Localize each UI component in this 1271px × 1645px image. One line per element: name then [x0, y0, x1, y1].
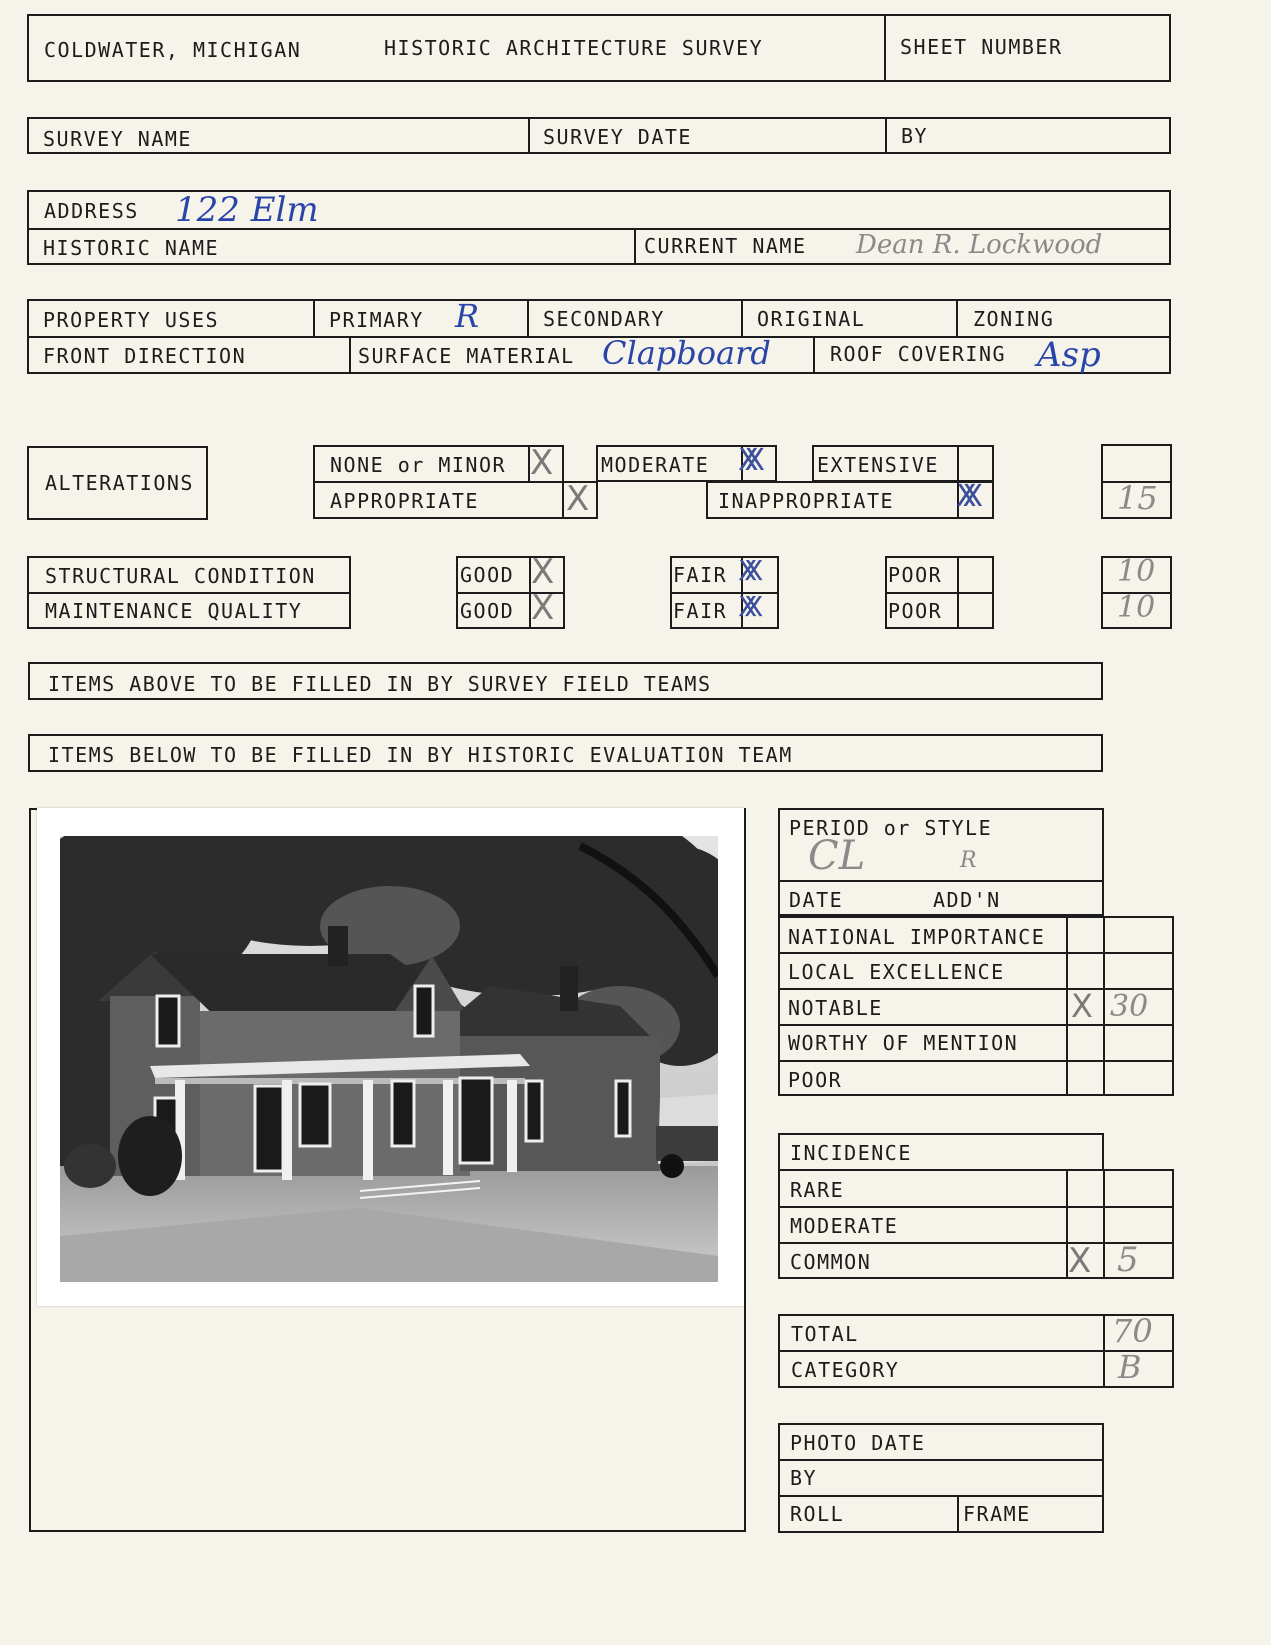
photo-by-label: BY [790, 1466, 818, 1490]
roll-label: ROLL [790, 1502, 845, 1526]
worthy-label: WORTHY OF MENTION [788, 1031, 1019, 1055]
fair-label-maintenance: FAIR [673, 599, 728, 623]
survey-date-label: SURVEY DATE [543, 125, 692, 149]
period-sub: R [960, 848, 977, 873]
good-check-maintenance: X [531, 588, 555, 628]
period-value: CL [808, 833, 866, 879]
evaluation-poor-label: POOR [788, 1068, 843, 1092]
notable-score: 30 [1110, 989, 1149, 1024]
original-label: ORIGINAL [757, 307, 866, 331]
extensive-label: EXTENSIVE [817, 453, 939, 477]
poor-label-structural: POOR [888, 563, 943, 587]
alterations-score: 15 [1117, 479, 1158, 517]
historic-name-label: HISTORIC NAME [43, 236, 220, 260]
photo-date-label: PHOTO DATE [790, 1431, 926, 1455]
survey-by-label: BY [901, 124, 929, 148]
primary-value: R [455, 297, 480, 335]
roof-covering-value: Asp [1037, 335, 1101, 375]
date-label: DATE [789, 888, 844, 912]
common-label: COMMON [790, 1250, 872, 1274]
incidence-label: INCIDENCE [790, 1141, 912, 1165]
fair-check-maintenance: XX [738, 590, 751, 623]
structural-score: 10 [1117, 554, 1156, 589]
inappropriate-label: INAPPROPRIATE [718, 489, 895, 513]
rare-label: RARE [790, 1178, 845, 1202]
none-minor-label: NONE or MINOR [330, 453, 507, 477]
category-value: B [1118, 1348, 1142, 1386]
front-direction-label: FRONT DIRECTION [43, 344, 247, 368]
property-uses-label: PROPERTY USES [43, 308, 220, 332]
primary-label: PRIMARY [329, 308, 424, 332]
moderate-label: MODERATE [601, 453, 710, 477]
maintenance-score: 10 [1117, 590, 1156, 625]
fair-label-structural: FAIR [673, 563, 728, 587]
survey-title: HISTORIC ARCHITECTURE SURVEY [384, 36, 764, 60]
notable-label: NOTABLE [788, 996, 883, 1020]
zoning-label: ZONING [973, 307, 1055, 331]
sheet-number-label: SHEET NUMBER [900, 35, 1063, 59]
notable-check: X [1071, 987, 1093, 1025]
appropriate-check: X [566, 479, 590, 519]
surface-material-label: SURFACE MATERIAL [358, 344, 575, 368]
national-importance-label: NATIONAL IMPORTANCE [788, 925, 1046, 949]
total-label: TOTAL [791, 1322, 859, 1346]
roof-covering-label: ROOF COVERING [830, 342, 1007, 366]
below-note: ITEMS BELOW TO BE FILLED IN BY HISTORIC EVALUATION TEAM [48, 743, 793, 767]
appropriate-label: APPROPRIATE [330, 489, 479, 513]
above-note: ITEMS ABOVE TO BE FILLED IN BY SURVEY FIELD TEAMS [48, 672, 712, 696]
secondary-label: SECONDARY [543, 307, 665, 331]
address-label: ADDRESS [44, 199, 139, 223]
poor-label-maintenance: POOR [888, 599, 943, 623]
good-label-maintenance: GOOD [460, 599, 515, 623]
period-label: PERIOD or STYLE [789, 816, 993, 840]
survey-name-label: SURVEY NAME [43, 127, 192, 151]
moderate-check: XX [738, 443, 752, 478]
inappropriate-check: XX [956, 479, 970, 514]
frame-label: FRAME [963, 1502, 1031, 1526]
local-excellence-label: LOCAL EXCELLENCE [788, 960, 1005, 984]
common-check: X [1068, 1241, 1092, 1281]
total-value: 70 [1112, 1312, 1153, 1350]
good-check-structural: X [531, 552, 555, 592]
alterations-label: ALTERATIONS [45, 471, 194, 495]
address-value: 122 Elm [175, 190, 319, 230]
city-label: COLDWATER, MICHIGAN [44, 38, 302, 62]
current-name-label: CURRENT NAME [644, 234, 807, 258]
house-photo [60, 836, 718, 1282]
good-label-structural: GOOD [460, 563, 515, 587]
structural-condition-label: STRUCTURAL CONDITION [45, 564, 316, 588]
surface-material-value: Clapboard [602, 334, 771, 372]
common-score: 5 [1117, 1240, 1139, 1280]
maintenance-quality-label: MAINTENANCE QUALITY [45, 599, 303, 623]
fair-check-structural: XX [738, 554, 751, 587]
none-minor-check: X [530, 443, 554, 483]
addn-label: ADD'N [933, 888, 1001, 912]
incidence-moderate-label: MODERATE [790, 1214, 899, 1238]
current-name-value: Dean R. Lockwood [856, 230, 1103, 260]
category-label: CATEGORY [791, 1358, 900, 1382]
